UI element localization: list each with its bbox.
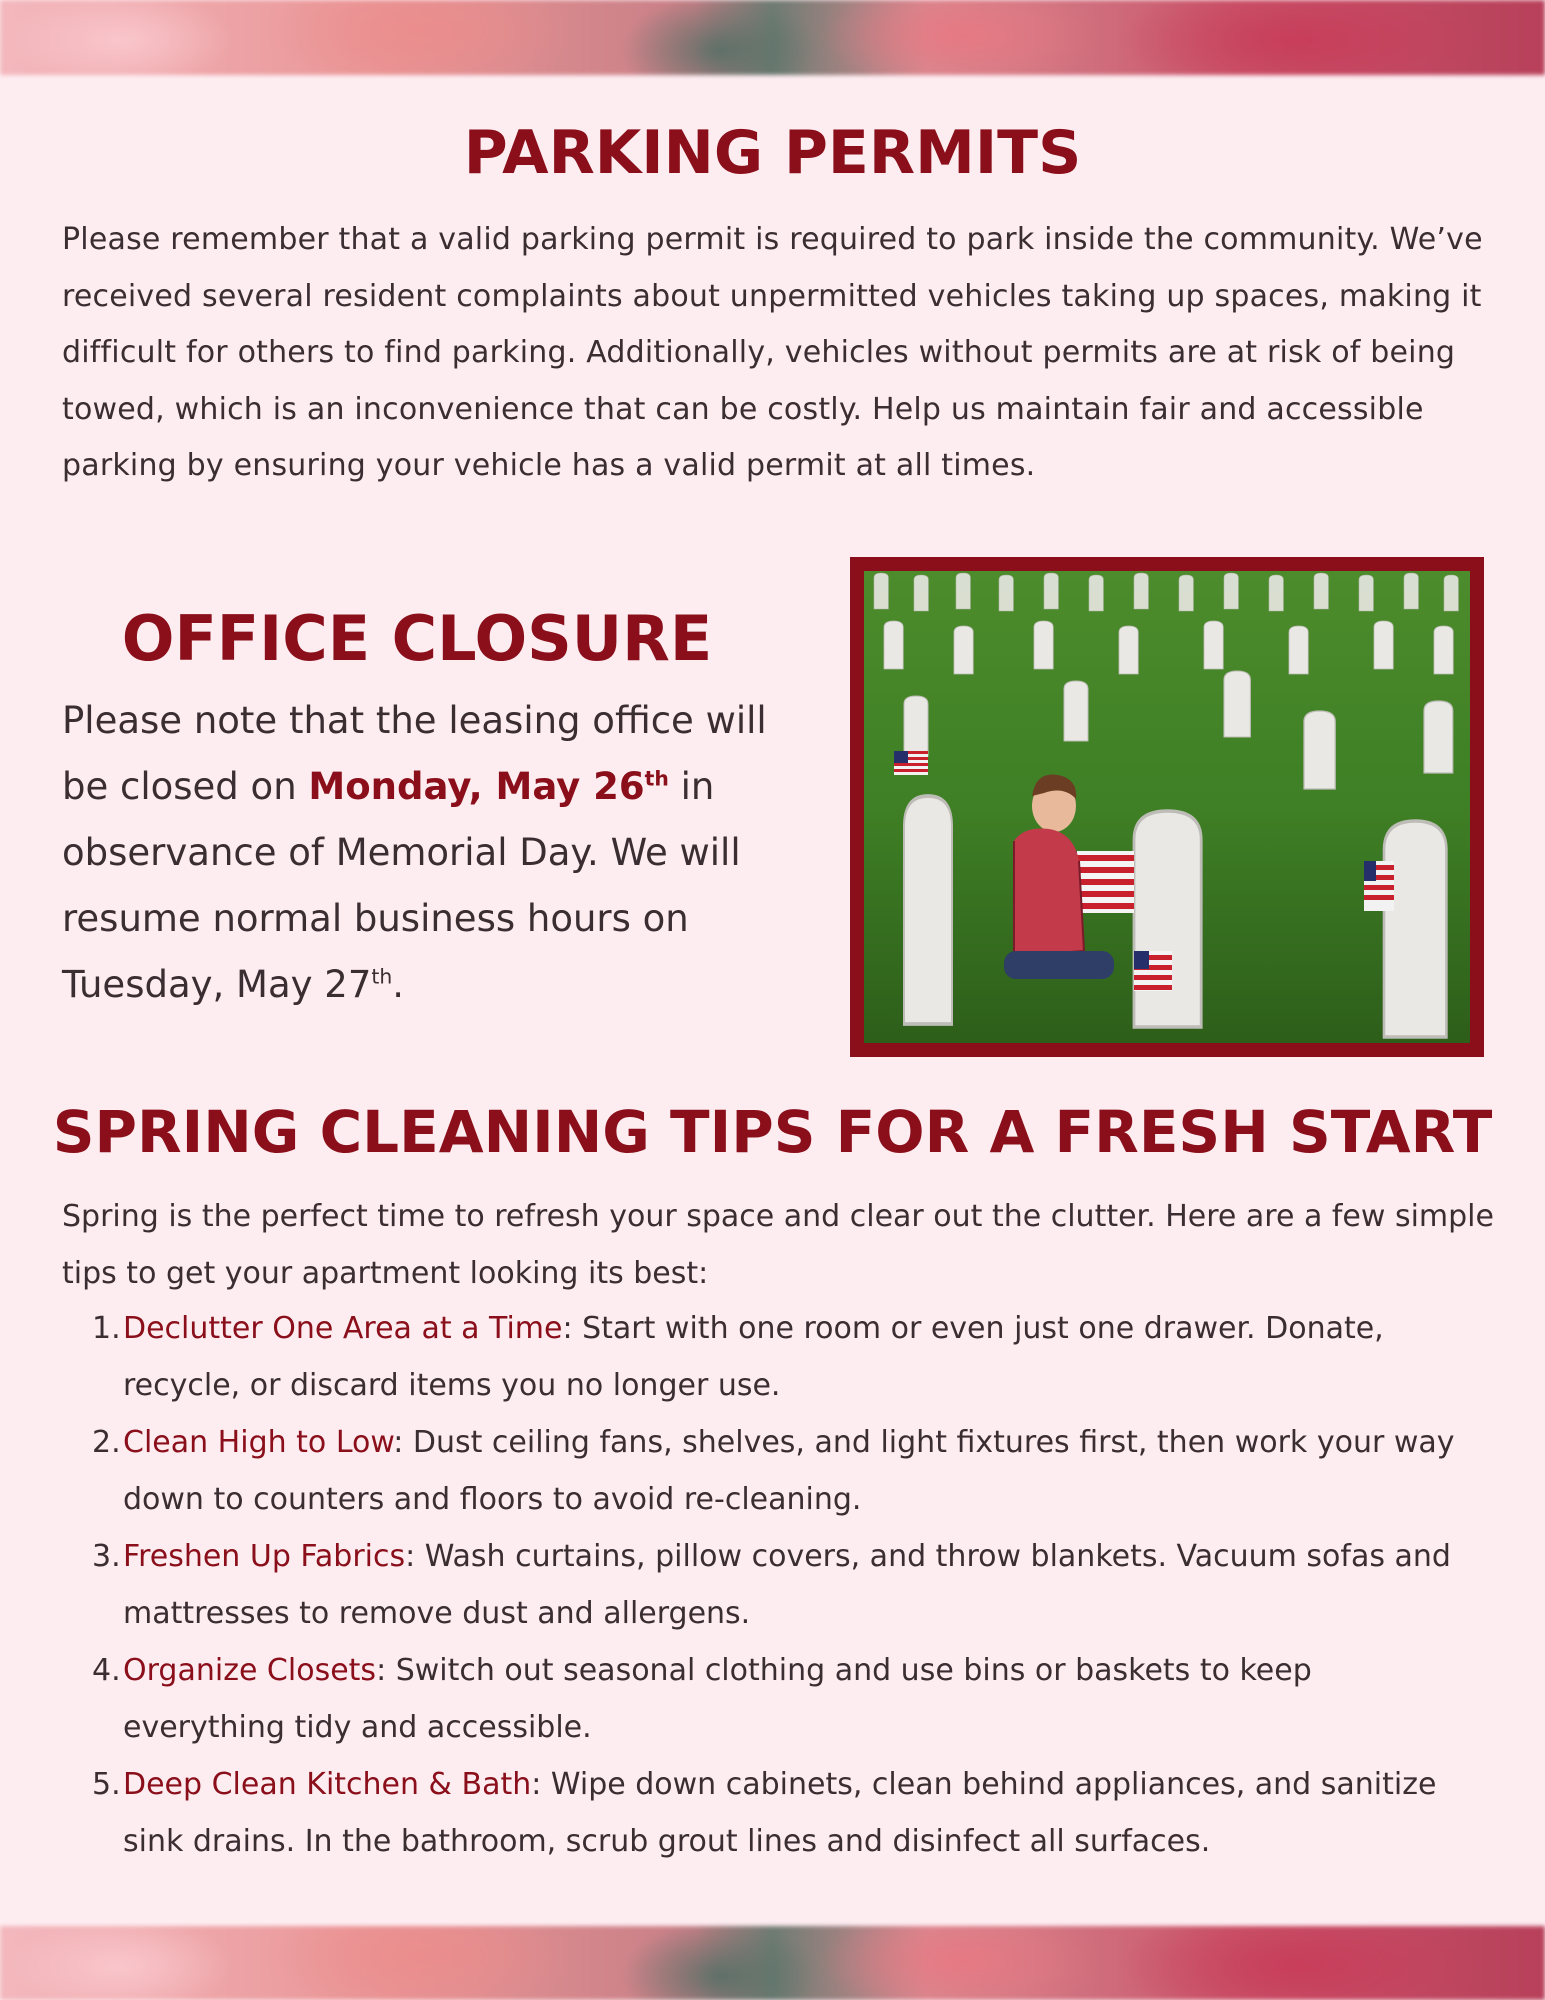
- office-closure-body: [62, 688, 782, 1018]
- tip-body: : Start with one room or even just one drawer. Donate, recycle, or discard items you no longer use.: [123, 1311, 1384, 1403]
- spring-cleaning-title: SPRING CLEANING TIPS FOR A FRESH START: [52, 1098, 1493, 1166]
- tip-heading: Declutter One Area at a Time: [123, 1311, 563, 1346]
- list-item: [62, 1528, 1482, 1642]
- tip-body: : Wash curtains, pillow covers, and throw blankets. Vacuum sofas and mattresses to remove dust and allergens.: [123, 1539, 1451, 1631]
- tip-number: 4.: [92, 1653, 121, 1688]
- tip-heading: Organize Closets: [123, 1653, 377, 1688]
- office-text-end: .: [392, 963, 405, 1006]
- bottom-decorative-banner: [0, 1926, 1545, 2000]
- office-text-middle: in observance of Memorial Day. We will resume normal business hours on Tuesday, May 27: [62, 765, 741, 1006]
- parking-permits-title: PARKING PERMITS: [463, 118, 1082, 188]
- reopen-date-suffix: th: [371, 964, 393, 989]
- office-text-before: Please note that the leasing office will be closed on: [62, 699, 767, 808]
- tip-body: : Wipe down cabinets, clean behind appliances, and sanitize sink drains. In the bathroom, scrub grout lines and disinfect all surfaces.: [123, 1767, 1437, 1859]
- memorial-day-photo: [850, 557, 1484, 1057]
- list-item: [62, 1756, 1482, 1870]
- tip-heading: Deep Clean Kitchen & Bath: [123, 1767, 532, 1802]
- list-item: [62, 1642, 1482, 1756]
- list-item: [62, 1300, 1482, 1414]
- list-item: [62, 1414, 1482, 1528]
- tip-number: 1.: [92, 1311, 121, 1346]
- parking-permits-body: Please remember that a valid parking permit is required to park inside the community. We’ve received several resident complaints about unpermitted vehicles taking up spaces, making it difficult for others to find parking. Additionally, vehicles without permits are at risk of being towed, which is an inconvenience that can be costly. Help us maintain fair and accessible parking by ensuring your vehicle has a valid permit at all times.: [62, 222, 1483, 483]
- tip-number: 5.: [92, 1767, 121, 1802]
- closure-date: Monday, May 26: [308, 765, 645, 808]
- top-decorative-banner: [0, 0, 1545, 75]
- tip-body: : Switch out seasonal clothing and use bins or baskets to keep everything tidy and accessible.: [123, 1653, 1312, 1745]
- closure-date-suffix: th: [644, 766, 669, 791]
- tip-heading: Freshen Up Fabrics: [123, 1539, 406, 1574]
- tip-number: 2.: [92, 1425, 121, 1460]
- closure-date-highlight: [308, 765, 668, 808]
- cleaning-tips-list: [62, 1300, 1482, 1870]
- tip-number: 3.: [92, 1539, 121, 1574]
- spring-cleaning-intro: Spring is the perfect time to refresh your space and clear out the clutter. Here are a few simple tips to get your apartment looking its best:: [62, 1199, 1494, 1291]
- office-closure-title: OFFICE CLOSURE: [121, 602, 713, 675]
- tip-body: : Dust ceiling fans, shelves, and light fixtures first, then work your way down to counters and floors to avoid re-cleaning.: [123, 1425, 1455, 1517]
- tip-heading: Clean High to Low: [123, 1425, 394, 1460]
